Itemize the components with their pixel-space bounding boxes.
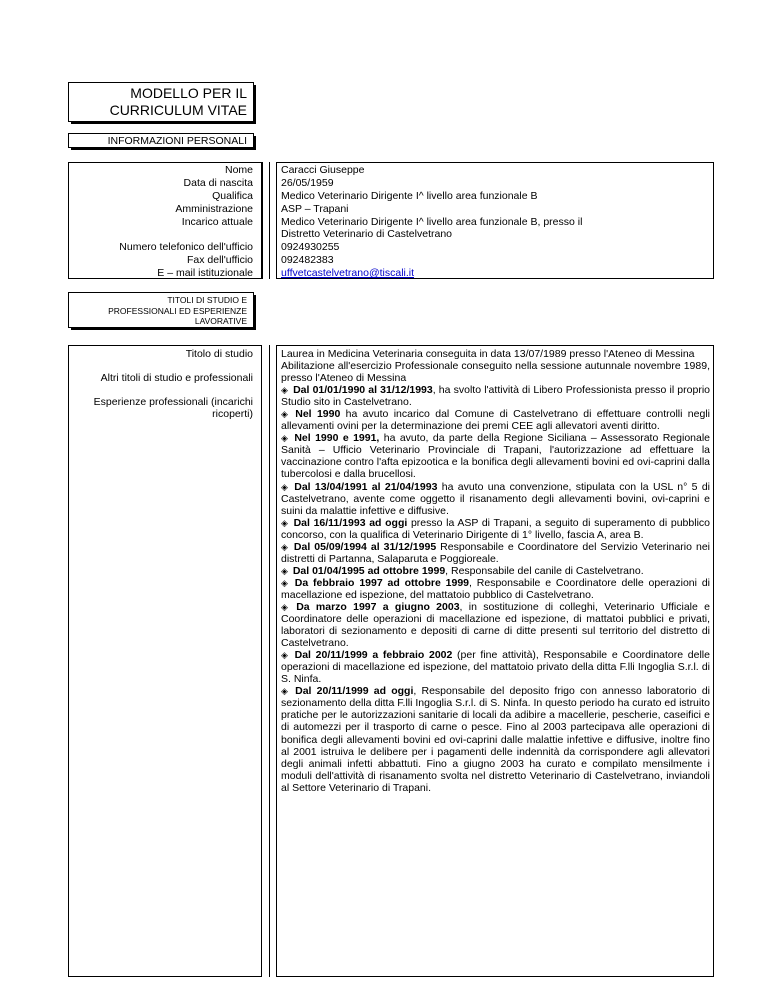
- value-incarico-line1: Medico Veterinario Dirigente I^ livello area funzionale B, presso il: [281, 216, 583, 228]
- section-heading-titoli: [68, 292, 254, 328]
- diamond-bullet-icon: ◈: [281, 650, 288, 661]
- experience-item: [281, 601, 710, 649]
- experience-item: [281, 481, 710, 517]
- experience-text: presso la ASP di Trapani, a seguito di superamento di pubblico concorso, con la qualifica di Veterinario Dirigente di 1° livello, fascia A, area B.: [281, 516, 710, 541]
- diamond-bullet-icon: ◈: [281, 565, 288, 576]
- column-divider: [269, 162, 270, 279]
- diamond-bullet-icon: ◈: [281, 433, 288, 444]
- experience-date: Dal 20/11/1999 ad oggi: [289, 685, 414, 698]
- cv-title-line1: MODELLO PER IL: [130, 85, 247, 101]
- label-nome: Nome: [224, 164, 253, 176]
- experience-item: [281, 432, 710, 480]
- value-fax: 092482383: [281, 254, 334, 266]
- label-email: E – mail istituzionale: [157, 267, 253, 279]
- experience-date: Nel 1990: [289, 408, 341, 421]
- diamond-bullet-icon: ◈: [281, 481, 288, 492]
- value-qualifica: Medico Veterinario Dirigente I^ livello area funzionale B: [281, 190, 538, 202]
- label-qualifica: Qualifica: [212, 190, 253, 202]
- experience-text: (per fine attività), Responsabile e Coordinatore delle operazioni di macellazione ed ispezione, del mattatoio privato della ditta F.lli Ingoglia S.r.l. di S. Ninfa.: [281, 649, 710, 686]
- label-altri-titoli: Altri titoli di studio e professionali: [100, 372, 253, 384]
- experience-item: [281, 517, 710, 541]
- diamond-bullet-icon: ◈: [281, 577, 288, 588]
- diamond-bullet-icon: ◈: [281, 409, 288, 420]
- email-link[interactable]: uffvetcastelvetrano@tiscali.it: [281, 267, 415, 279]
- study-label-frame: [68, 345, 262, 977]
- value-incarico-line2: Distretto Veterinario di Castelvetrano: [281, 228, 452, 240]
- experience-text: ha avuto, da parte della Regione Siciliana – Assessorato Regionale Sanità – Ufficio Veterinario Provinciale di Trapani, l'autorizzazione ad effettuare la vaccinazione contro l'afta epizootica e la bonifica degli allevamenti bovini ed ovi-caprini dalla tubercolosi e dalla brucellosi.: [281, 432, 711, 481]
- experience-date: Dal 01/01/1990 al 31/12/1993: [289, 384, 433, 397]
- cv-title-box: [68, 82, 254, 122]
- titoli-line3: LAVORATIVE: [194, 316, 247, 326]
- experience-item: [281, 565, 710, 577]
- experience-item: [281, 384, 710, 408]
- value-telefono: 0924930255: [281, 241, 340, 253]
- label-telefono: Numero telefonico dell'ufficio: [119, 241, 253, 253]
- label-esperienze-line2: ricoperti): [212, 408, 253, 420]
- label-amministrazione: Amministrazione: [175, 203, 253, 215]
- label-titolo-studio: Titolo di studio: [185, 348, 253, 360]
- experience-text: , in sostituzione di colleghi, Veterinario Ufficiale e Coordinatore delle operazioni di macellazione ed ispezione, di mattatoi pubblici e privati, laboratori di sezionamento e depositi di carne di ditte presenti sul territorio del distretto di Castelvetrano.: [281, 600, 710, 650]
- label-esperienze-line1: Esperienze professionali (incarichi: [93, 396, 253, 408]
- experience-date: Dal 16/11/1993 ad oggi: [289, 516, 408, 529]
- experience-item: [281, 685, 710, 793]
- experience-date: Da marzo 1997 a giugno 2003: [289, 600, 460, 613]
- diamond-bullet-icon: ◈: [281, 385, 288, 396]
- value-email[interactable]: [281, 267, 414, 279]
- column-divider: [269, 345, 270, 977]
- cv-title-line2: CURRICULUM VITAE: [109, 102, 247, 118]
- experience-date: Dal 05/09/1994 al 31/12/1995: [289, 540, 437, 553]
- section-heading-personal-info: INFORMAZIONI PERSONALI: [68, 133, 254, 148]
- experience-text: Responsabile e Coordinatore del Servizio Veterinario nei distretti di Partanna, Salaparuta e Poggioreale.: [281, 540, 710, 565]
- experience-date: Dal 01/04/1995 ad ottobre 1999: [289, 564, 446, 577]
- label-fax: Fax dell'ufficio: [186, 254, 253, 266]
- experience-text: , ha svolto l'attività di Libero Professionista presso il proprio Studio sito in Castelvetrano.: [281, 384, 710, 409]
- experience-item: [281, 408, 710, 432]
- value-nome: Caracci Giuseppe: [281, 164, 365, 176]
- experience-list: [281, 384, 710, 794]
- titolo-studio-text: Laurea in Medicina Veterinaria conseguita in data 13/07/1989 presso l'Ateneo di Messina: [281, 348, 695, 360]
- column-divider: [262, 162, 263, 279]
- experience-text: , Responsabile del canile di Castelvetrano.: [445, 564, 644, 577]
- diamond-bullet-icon: ◈: [281, 601, 288, 612]
- experience-item: [281, 649, 710, 685]
- experience-date: Nel 1990 e 1991,: [289, 432, 380, 445]
- label-incarico: Incarico attuale: [181, 216, 253, 228]
- experience-text: ha avuto una convenzione, stipulata con la USL n° 5 di Castelvetrano, avente come oggetto il risanamento degli allevamenti bovini, ovi-caprini e suini da malattie infettive e diffusive.: [281, 480, 710, 517]
- study-body-text: [281, 348, 710, 794]
- experience-item: [281, 541, 710, 565]
- label-data-nascita: Data di nascita: [183, 177, 253, 189]
- experience-date: Dal 20/11/1999 a febbraio 2002: [289, 649, 453, 662]
- experience-text: ha avuto incarico dal Comune di Castelvetrano di effettuare controlli negli allevamenti ovini per la determinazione dei premi CEE agli allevatori aventi diritto.: [281, 408, 710, 433]
- value-amministrazione: ASP – Trapani: [281, 203, 349, 215]
- experience-text: , Responsabile del deposito frigo con annesso laboratorio di sezionamento della ditta F.lli Ingoglia S.r.l. di S. Ninfa. In questo periodo ha curato ed istruito pratiche per le autorizzazioni sanitarie di locali da adibire a macellerie, pescherie, caseifici e di automezzi per il trasporto di carne o pesce. Fino al 2003 partecipava alle operazioni di bonifica degli allevamenti bovini ed ovi-caprini dalle malattie infettive e diffusive, inoltre fino al 2001 istruiva le delibere per i pagamenti delle indennità da corrispondere agli allevatori degli animali infetti abbattuti. Fino a giugno 2003 ha curato e compilato mensilmente i moduli dell'attività di risanamento svolta nel distretto Veterinario di Castelvetrano, inviandoli al Settore Veterinario di Trapani.: [281, 685, 710, 794]
- diamond-bullet-icon: ◈: [281, 686, 288, 697]
- experience-date: Dal 13/04/1991 al 21/04/1993: [289, 480, 438, 493]
- diamond-bullet-icon: ◈: [281, 517, 288, 528]
- experience-text: , Responsabile e Coordinatore delle operazioni di macellazione ed ispezione, del mattatoio pubblico di Castelvetrano.: [281, 576, 710, 601]
- diamond-bullet-icon: ◈: [281, 541, 288, 552]
- experience-item: [281, 577, 710, 601]
- titoli-line2: PROFESSIONALI ED ESPERIENZE: [108, 305, 247, 316]
- altri-titoli-text: Abilitazione all'esercizio Professionale conseguito nella sessione autunnale novembre 1989, presso l'Ateneo di Messina: [281, 360, 710, 385]
- experience-date: Da febbraio 1997 ad ottobre 1999: [289, 576, 469, 589]
- titoli-line1: TITOLI DI STUDIO E: [167, 295, 247, 305]
- value-data-nascita: 26/05/1959: [281, 177, 334, 189]
